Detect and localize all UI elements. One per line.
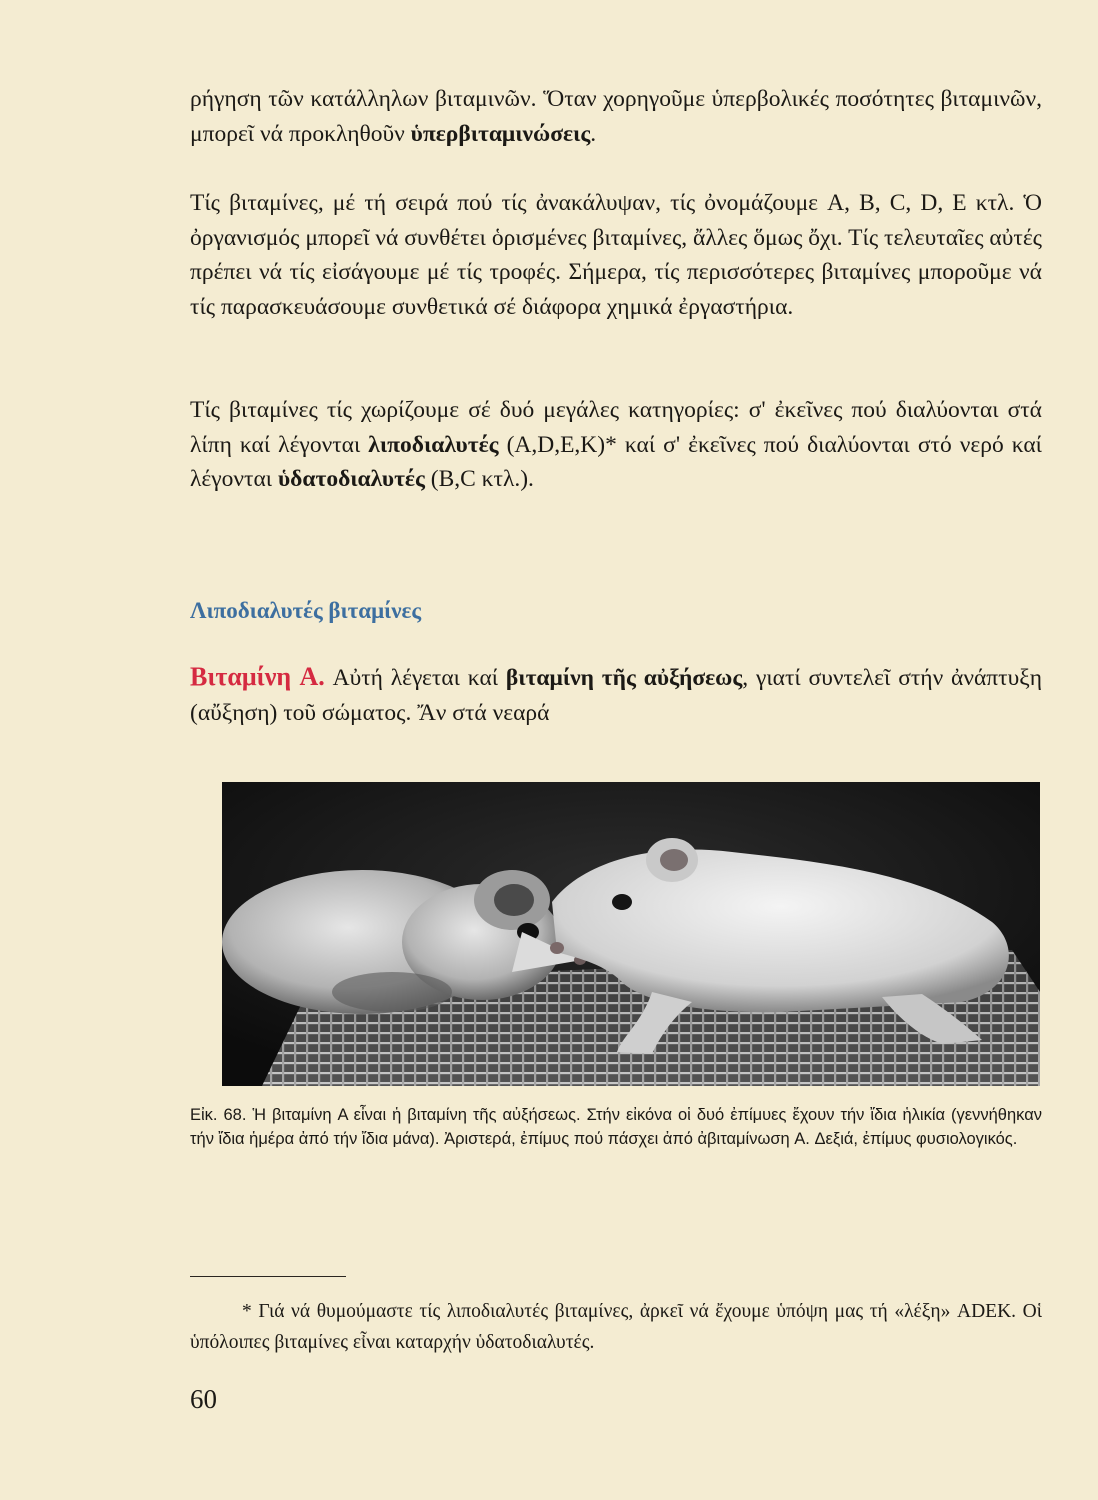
paragraph-text: , γιατί συντελεῖ στήν ἀνάπτυξη (αὔξηση) τοῦ σώματος. Ἄν στά νεαρά xyxy=(190,665,1042,726)
paragraph-text: Τίς βιταμίνες τίς χωρίζουμε σέ δυό μεγάλες κατηγορίες: σ' ἐκεῖνες πού διαλύονται στά λίπη καί λέγονται xyxy=(190,397,1042,458)
paragraph-text: (A,D,E,K)* καί σ' ἐκεῖνες πού διαλύονται στό νερό καί λέγονται xyxy=(190,431,1042,492)
paragraph-vitamin-categories xyxy=(190,393,1042,497)
paragraph-text: ρήγηση τῶν κατάλληλων βιταμινῶν. Ὅταν χορηγοῦμε ὑπερβολικές ποσότητες βιταμινῶν, μπορεῖ νά προκληθοῦν xyxy=(190,86,1042,147)
paragraph-vitamin-a xyxy=(190,660,1042,730)
section-heading: Λιποδιαλυτές βιταμίνες xyxy=(190,598,422,623)
paragraph-end: . xyxy=(590,120,597,147)
term-growth-vitamin: βιταμίνη τῆς αὐξήσεως xyxy=(505,665,743,691)
footnote: * Γιά νά θυμούμαστε τίς λιποδιαλυτές βιταμίνες, ἀρκεῖ νά ἔχουμε ὑπόψη μας τή «λέξη» ADEK. Οἱ ὑπόλοιπες βιταμίνες εἶναι καταρχήν ὑδατοδιαλυτές. xyxy=(190,1301,1042,1353)
page-number: 60 xyxy=(190,1384,217,1414)
term-hypervitaminosis: ὑπερβιταμινώσεις xyxy=(410,120,591,147)
term-fat-soluble: λιποδιαλυτές xyxy=(368,431,499,458)
vitamin-a-title: Βιταμίνη A. xyxy=(190,662,325,691)
term-water-soluble: ὑδατοδιαλυτές xyxy=(277,466,425,492)
rats-photo xyxy=(222,782,1040,1086)
figure-caption: Εἰκ. 68. Ἡ βιταμίνη A εἶναι ἡ βιταμίνη τῆς αὐξήσεως. Στήν εἰκόνα οἱ δυό ἐπίμυες ἔχουν τήν ἴδια ἡλικία (γεννήθηκαν τήν ἴδια ἡμέρα ἀπό τήν ἴδια μάνα). Ἀριστερά, ἐπίμυς πού πάσχει ἀπό ἀβιταμίνωση A. Δεξιά, ἐπίμυς φυσιολογικός. xyxy=(190,1106,1042,1148)
paragraph-hypervitaminosis xyxy=(190,82,1042,151)
paragraph-vitamin-naming: Τίς βιταμίνες, μέ τή σειρά πού τίς ἀνακάλυψαν, τίς ὀνομάζουμε A, B, C, D, E κτλ. Ὁ ὀργανισμός μπορεῖ νά συνθέτει ὁρισμένες βιταμίνες, ἄλλες ὅμως ὄχι. Τίς τελευταῖες αὐτές πρέπει νά τίς εἰσάγουμε μέ τίς τροφές. Σήμερα, τίς περισσότερες βιταμίνες μποροῦμε νά τίς παρασκευάσουμε συνθετικά σέ διάφορα χημικά ἐργαστήρια. xyxy=(190,190,1042,320)
paragraph-text: Αὐτή λέγεται καί xyxy=(324,665,506,691)
footnote-divider xyxy=(190,1276,346,1277)
paragraph-text: (B,C κτλ.). xyxy=(424,466,534,492)
